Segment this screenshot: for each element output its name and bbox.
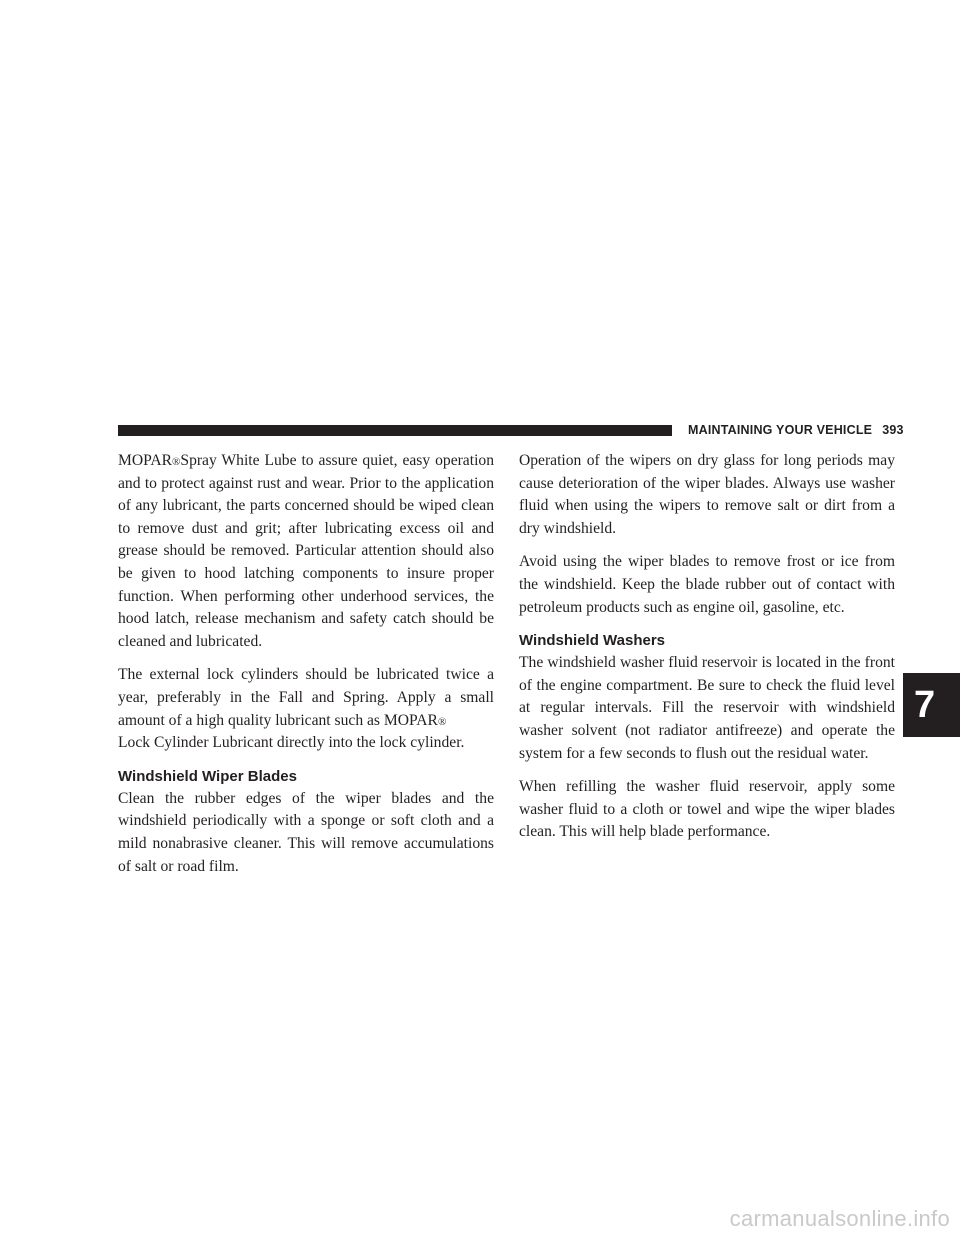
paragraph-dry-glass: Operation of the wipers on dry glass for long periods may cause deterioration of the wiper blades. Always use washer fluid when using the wipers to remove salt or dirt from a dry windshield. [519,452,895,537]
registered-mark: ® [437,715,447,728]
paragraph-text: The external lock cylinders should be lubricated twice a year, preferably in the Fall and Spring. Apply a small amount of a high quality lubricant such as MOPAR [118,666,494,729]
section-title: MAINTAINING YOUR VEHICLE [688,423,873,437]
page-header [118,422,908,438]
paragraph-frost-ice: Avoid using the wiper blades to remove frost or ice from the windshield. Keep the blade rubber out of contact with petroleum products such as engine oil, gasoline, etc. [519,553,895,616]
heading-wiper-blades: Windshield Wiper Blades [118,767,297,785]
heading-windshield-washers: Windshield Washers [519,632,666,650]
right-column [519,450,895,855]
paragraph-text: Lock Cylinder Lubricant directly into the lock cylinder. [118,734,465,752]
paragraph-washer-reservoir: The windshield washer fluid reservoir is located in the front of the engine compartment. Be sure to check the fluid level at regular intervals. Fill the reservoir with windshield washer solvent (not radiator antifreeze) and operate the system for a few seconds to flush out the residual water. [519,654,895,762]
header-rule [118,425,672,436]
mopar-text: MOPAR [118,452,173,469]
paragraph-refilling-reservoir: When refilling the washer fluid reservoir, apply some washer fluid to a cloth or towel and wipe the wiper blades clean. This will help blade performance. [519,778,895,841]
left-column [118,450,494,889]
watermark-logo: carmanualsonline.info [729,1206,950,1231]
paragraph-text: Spray White Lube to assure quiet, easy operation and to protect against rust and wear. Prior to the application of any lubricant, the parts concerned should be wiped clean to remove dust and grit; after lubricating excess oil and grease should be removed. Particular attention should also be given to hood latching components to insure proper function. When performing other underhood services, the hood latch, release mechanism and safety catch should be cleaned and lubricated. [118,452,494,650]
chapter-tab: 7 [903,673,960,737]
paragraph-mopar-spray-lube [118,450,494,653]
page-number: 393 [882,423,904,437]
paragraph-clean-wiper-blades: Clean the rubber edges of the wiper blades and the windshield periodically with a sponge or soft cloth and a mild nonabrasive cleaner. This will remove accumulations of salt or road film. [118,789,494,875]
paragraph-lock-cylinders [118,664,494,754]
header-text [688,422,904,438]
registered-mark: ® [172,456,181,468]
